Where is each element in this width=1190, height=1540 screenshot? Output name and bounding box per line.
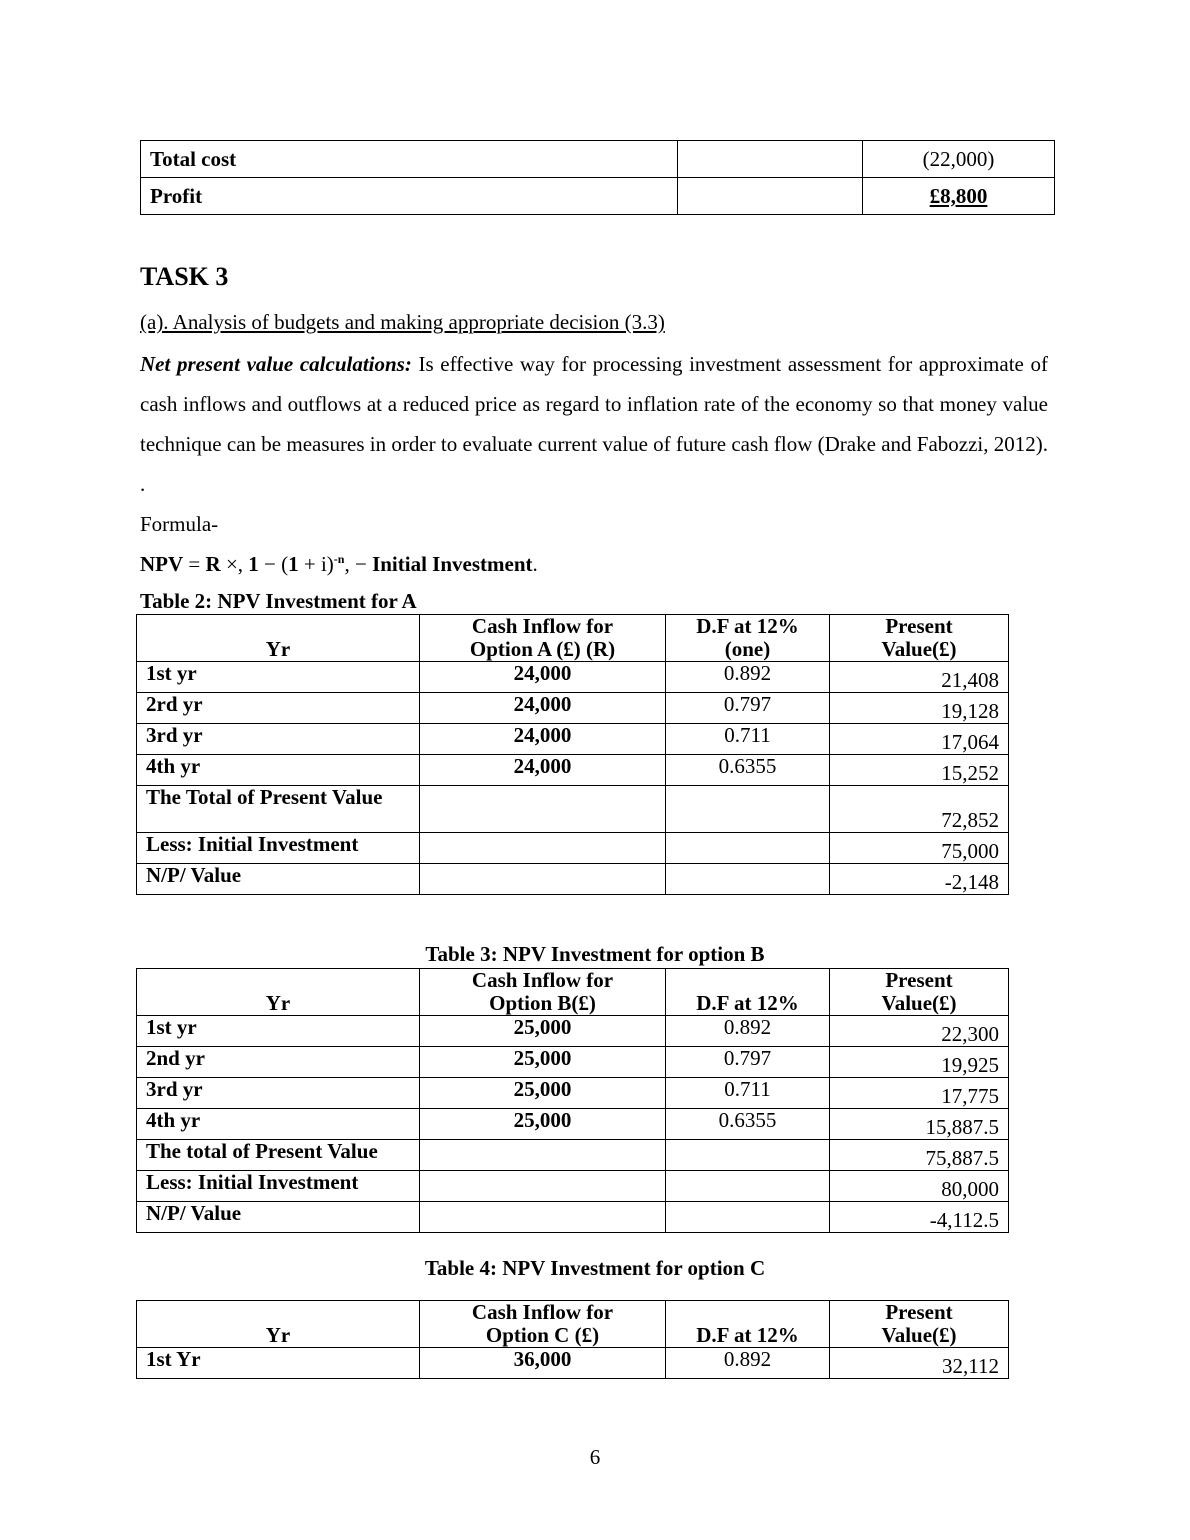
table-b-caption: Table 3: NPV Investment for option B [425,942,765,966]
row-mid [678,178,863,215]
table-c-caption: Table 4: NPV Investment for option C [424,1256,766,1280]
cell-present-value: 17,064 [830,724,1009,755]
header-line: Present [885,968,953,992]
header-yr: Yr [137,1301,420,1348]
cell-present-value: 32,112 [830,1348,1009,1379]
formula-one-b: 1 [288,552,299,576]
row-label: Total cost [141,141,678,178]
header-line: Present [885,614,953,638]
table-header-row [137,969,1009,1016]
cell-df: 0.6355 [666,1109,830,1140]
formula-tail: , − [344,552,373,576]
formula-npv: NPV [140,552,184,576]
cell-df: 0.892 [666,1348,830,1379]
table-row [137,724,1009,755]
header-line: Option C (£) [485,1323,600,1347]
cost-table [140,140,1055,215]
row-label: Profit [141,178,678,215]
header-line: Value(£) [881,1323,957,1347]
initial-label: Less: Initial Investment [137,1171,420,1202]
header-cash-inflow [420,1301,666,1348]
header-line: Value(£) [881,637,957,661]
header-line: D.F at 12% [696,614,799,638]
cell-present-value: 15,887.5 [830,1109,1009,1140]
cell-cash-inflow: 24,000 [420,693,666,724]
header-yr: Yr [137,969,420,1016]
cell-df: 0.797 [666,1047,830,1078]
npv-table-b [136,968,1009,1233]
table-row [137,693,1009,724]
empty-cell [420,786,666,833]
empty-cell [666,864,830,895]
cell-present-value: 17,775 [830,1078,1009,1109]
cell-df: 0.711 [666,724,830,755]
header-df: D.F at 12% [666,969,830,1016]
table-row [137,1348,1009,1379]
header-line: Value(£) [881,991,957,1015]
cell-cash-inflow: 24,000 [420,724,666,755]
header-cash-inflow [420,969,666,1016]
total-value: 75,887.5 [830,1140,1009,1171]
header-present-value [830,1301,1009,1348]
header-line: Option A (£) (R) [469,637,616,661]
total-row [137,786,1009,833]
header-line: Option B(£) [489,991,596,1015]
formula-label: Formula- [140,512,219,536]
cell-yr: 3rd yr [137,1078,420,1109]
header-present-value [830,969,1009,1016]
table-row [137,755,1009,786]
cell-present-value: 19,925 [830,1047,1009,1078]
formula-minus: − ( [258,552,289,576]
initial-investment-row [137,1171,1009,1202]
cell-yr: 3rd yr [137,724,420,755]
profit-value: £8,800 [929,183,988,208]
cell-cash-inflow: 24,000 [420,755,666,786]
initial-value: 75,000 [830,833,1009,864]
empty-cell [420,1140,666,1171]
empty-cell [420,864,666,895]
paragraph-body: Is effective way for processing investment assessment for approximate of cash inflows and outflows at a reduced price as regard to inflation rate of the economy so that money value technique can be measures in order to evaluate current value of future cash flow (Drake and Fabozzi, 2012). . [140,352,1048,496]
empty-cell [666,1171,830,1202]
header-yr: Yr [137,615,420,662]
npv-paragraph [140,344,1048,504]
paragraph-lead: Net present value calculations: [140,352,412,376]
npv-row [137,1202,1009,1233]
subsection-heading: (a). Analysis of budgets and making appropriate decision (3.3) [140,310,665,334]
formula-eq: = [183,552,206,576]
total-row [137,1140,1009,1171]
header-df [666,615,830,662]
initial-value: 80,000 [830,1171,1009,1202]
formula-exponent: -n [333,552,345,566]
cell-cash-inflow: 25,000 [420,1109,666,1140]
npv-table-a [136,614,1009,895]
table-a-caption: Table 2: NPV Investment for A [140,589,417,613]
cell-cash-inflow: 25,000 [420,1047,666,1078]
table-row [141,141,1055,178]
page-number: 6 [589,1445,601,1469]
cell-cash-inflow: 25,000 [420,1078,666,1109]
table-row [137,1078,1009,1109]
cell-present-value: 19,128 [830,693,1009,724]
cell-cash-inflow: 25,000 [420,1016,666,1047]
table-header-row [137,615,1009,662]
npv-row [137,864,1009,895]
empty-cell [420,1171,666,1202]
cell-yr: 4th yr [137,1109,420,1140]
table-header-row [137,1301,1009,1348]
formula-dot: . [532,552,538,576]
empty-cell [666,786,830,833]
header-present-value [830,615,1009,662]
cell-present-value: 15,252 [830,755,1009,786]
row-mid [678,141,863,178]
initial-label: Less: Initial Investment [137,833,420,864]
total-cost-value: (22,000) [863,141,1055,178]
header-cash-inflow [420,615,666,662]
profit-value-cell [863,178,1055,215]
table-row [141,178,1055,215]
empty-cell [420,1202,666,1233]
table-row [137,662,1009,693]
cell-present-value: 22,300 [830,1016,1009,1047]
npv-label: N/P/ Value [137,864,420,895]
cell-df: 0.892 [666,1016,830,1047]
empty-cell [666,833,830,864]
table-row [137,1016,1009,1047]
cell-yr: 1st yr [137,662,420,693]
formula-times: ×, [220,552,249,576]
formula-r: R [205,552,221,576]
header-line: Cash Inflow for [471,614,614,638]
empty-cell [420,833,666,864]
npv-value: -4,112.5 [830,1202,1009,1233]
header-line: Cash Inflow for [471,1300,614,1324]
header-line: (one) [724,637,771,661]
formula-one: 1 [248,552,259,576]
npv-table-c [136,1300,1009,1379]
header-line: Present [885,1300,953,1324]
cell-cash-inflow: 36,000 [420,1348,666,1379]
total-label: The Total of Present Value [137,786,420,833]
empty-cell [666,1140,830,1171]
total-label: The total of Present Value [137,1140,420,1171]
cell-yr: 1st yr [137,1016,420,1047]
cell-yr: 2nd yr [137,1047,420,1078]
cell-yr: 4th yr [137,755,420,786]
formula-plus-i: + i) [298,552,334,576]
cell-present-value: 21,408 [830,662,1009,693]
formula-initial: Initial Investment [372,552,533,576]
cell-yr: 2rd yr [137,693,420,724]
cell-cash-inflow: 24,000 [420,662,666,693]
cell-yr: 1st Yr [137,1348,420,1379]
initial-investment-row [137,833,1009,864]
cell-df: 0.6355 [666,755,830,786]
section-heading: TASK 3 [140,262,229,291]
cell-df: 0.892 [666,662,830,693]
npv-value: -2,148 [830,864,1009,895]
cell-df: 0.797 [666,693,830,724]
total-value: 72,852 [830,786,1009,833]
npv-label: N/P/ Value [137,1202,420,1233]
table-row [137,1109,1009,1140]
header-line: Cash Inflow for [471,968,614,992]
table-row [137,1047,1009,1078]
npv-formula [140,552,538,577]
empty-cell [666,1202,830,1233]
cell-df: 0.711 [666,1078,830,1109]
header-df: D.F at 12% [666,1301,830,1348]
